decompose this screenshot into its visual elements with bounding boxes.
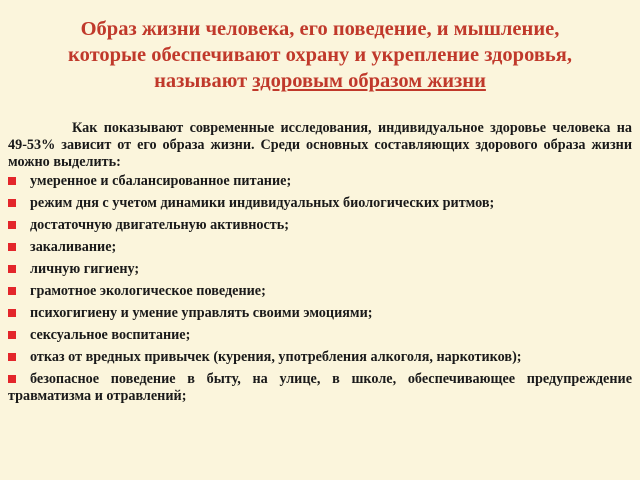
list-item <box>8 173 632 190</box>
title-line-3-prefix: называют <box>154 70 253 92</box>
bullet-icon <box>8 177 16 185</box>
list-item-text: отказ от вредных привычек (курения, употребления алкоголя, наркотиков); <box>30 349 522 365</box>
list-item-text: безопасное поведение в быту, на улице, в школе, обеспечивающее предупреждение травматизма и отравлений; <box>8 371 632 404</box>
list-item <box>8 283 632 300</box>
list-item <box>8 239 632 256</box>
bullet-icon <box>8 221 16 229</box>
list-item-text: психогигиену и умение управлять своими эмоциями; <box>30 305 373 321</box>
slide-title <box>10 16 630 94</box>
list-item-text: грамотное экологическое поведение; <box>30 283 266 299</box>
list-item <box>8 349 632 366</box>
title-line-3 <box>10 68 630 94</box>
intro-paragraph: Как показывают современные исследования, индивидуальное здоровье человека на 49-53% зависит от его образа жизни. Среди основных составляющих здорового образа жизни можно выделить: <box>8 120 632 170</box>
bullet-icon <box>8 265 16 273</box>
list-item <box>8 217 632 234</box>
list-item-text: личную гигиену; <box>30 261 140 277</box>
list-item-text: режим дня с учетом динамики индивидуальных биологических ритмов; <box>30 195 495 211</box>
bullet-icon <box>8 309 16 317</box>
list-item-text: закаливание; <box>30 239 117 255</box>
list-item <box>8 305 632 322</box>
bullet-icon <box>8 375 16 383</box>
bullet-icon <box>8 331 16 339</box>
list-item <box>8 327 632 344</box>
title-line-1: Образ жизни человека, его поведение, и мышление, <box>80 18 560 40</box>
list-item <box>8 371 632 405</box>
list-item-text: умеренное и сбалансированное питание; <box>30 173 292 189</box>
bullet-icon <box>8 199 16 207</box>
bullet-icon <box>8 287 16 295</box>
list-item-text: достаточную двигательную активность; <box>30 217 290 233</box>
list-item <box>8 261 632 278</box>
title-line-2: которые обеспечивают охрану и укрепление здоровья, <box>68 44 572 66</box>
list-item-text: сексуальное воспитание; <box>30 327 191 343</box>
title-emphasis: здоровым образом жизни <box>252 70 486 92</box>
bullet-icon <box>8 243 16 251</box>
components-list <box>8 173 632 410</box>
bullet-icon <box>8 353 16 361</box>
list-item <box>8 195 632 212</box>
